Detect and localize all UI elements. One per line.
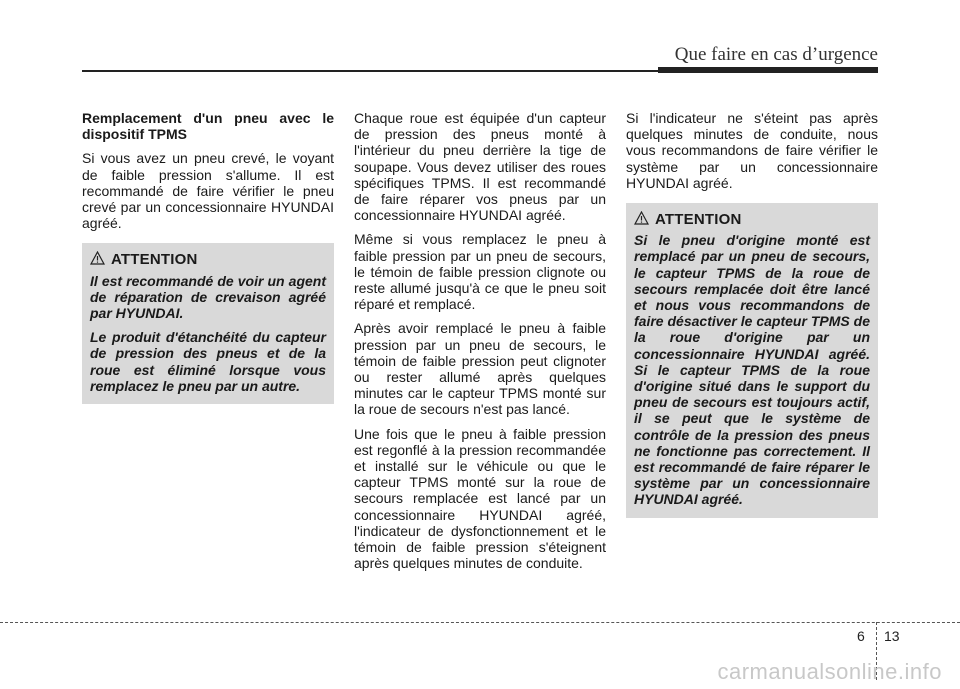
body-paragraph: Si vous avez un pneu crevé, le voyant de faible pression s'allume. Il est recommandé de faire vérifier le pneu crevé par un concessionnaire HYUNDAI agréé. bbox=[82, 150, 334, 232]
attention-header bbox=[634, 211, 870, 228]
warning-triangle-icon bbox=[634, 211, 649, 228]
attention-title: ATTENTION bbox=[111, 250, 198, 268]
attention-text: Le produit d'étanchéité du capteur de pression des pneus et de la roue est éliminé lorsque vous remplacez le pneu par un autre. bbox=[90, 329, 326, 394]
attention-box bbox=[626, 203, 878, 518]
section-heading: Remplacement d'un pneu avec le dispositif TPMS bbox=[82, 110, 334, 143]
footer-rule bbox=[0, 622, 960, 623]
attention-box bbox=[82, 243, 334, 404]
attention-text: Il est recommandé de voir un agent de réparation de crevaison agréé par HYUNDAI. bbox=[90, 272, 326, 322]
attention-title: ATTENTION bbox=[655, 210, 742, 228]
body-paragraph: Une fois que le pneu à faible pression est regonflé à la pression recommandée et installé sur le véhicule ou que le capteur TPMS monté sur la roue de secours remplacée est lancé par un concessionnaire HYUNDAI agréé, l'indicateur de dysfonctionnement et le témoin de faible pression s'éteignent après quelques minutes de conduite. bbox=[354, 425, 606, 572]
column-right bbox=[626, 110, 878, 518]
warning-triangle-icon bbox=[90, 251, 105, 268]
body-paragraph: Même si vous remplacez le pneu à faible pression par un pneu de secours, le témoin de faible pression clignote ou reste allumé jusqu'à ce que le pneu soit réparé et remplacé. bbox=[354, 231, 606, 313]
body-paragraph: Chaque roue est équipée d'un capteur de pression des pneus monté à l'intérieur du pneu derrière la tige de soupape. Vous devez utiliser des roues spécifiques TPMS. Il est recommandé de faire réparer vos pneus par un concessionnaire HYUNDAI agréé. bbox=[354, 110, 606, 224]
attention-text: Si le pneu d'origine monté est remplacé par un pneu de secours, le capteur TPMS de la roue de secours remplacée doit être lancé et nous vous recommandons de faire désactiver le capteur TPMS de la roue d'origine par un concessionnaire HYUNDAI agréé. Si le capteur TPMS de la roue d'origine situé dans le support du pneu de secours est toujours actif, il se peut que le système de contrôle de la pression des pneus ne fonctionne pas correctement. Il est recommandé de faire réparer le système par un concessionnaire HYUNDAI agréé. bbox=[634, 232, 870, 508]
body-paragraph: Après avoir remplacé le pneu à faible pression par un pneu de secours, le témoin de faible pression peut clignoter ou rester allumé après quelques minutes car le capteur TPMS monté sur la roue de secours n'est pas lancé. bbox=[354, 320, 606, 418]
attention-header bbox=[90, 251, 326, 268]
column-middle bbox=[354, 110, 606, 579]
body-paragraph: Si l'indicateur ne s'éteint pas après quelques minutes de conduite, nous vous recommandons de faire vérifier le système par un concessionnaire HYUNDAI agréé. bbox=[626, 110, 878, 191]
page-header-title: Que faire en cas d’urgence bbox=[674, 44, 878, 65]
page-number: 13 bbox=[884, 628, 900, 644]
chapter-number: 6 bbox=[857, 628, 865, 644]
watermark: carmanualsonline.info bbox=[717, 659, 942, 684]
column-left bbox=[82, 110, 334, 404]
header-rule-accent bbox=[658, 67, 878, 73]
